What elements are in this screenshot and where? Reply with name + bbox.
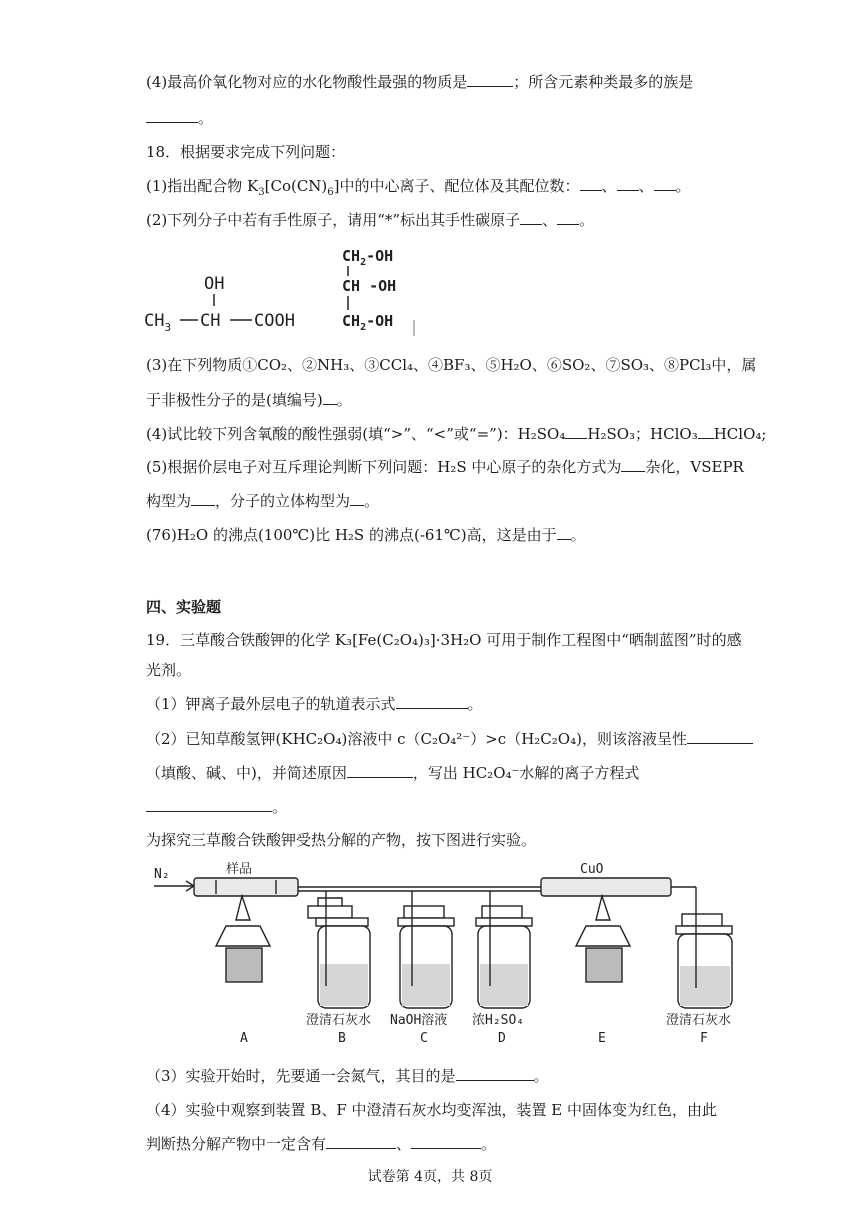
answer-blank[interactable] [191,491,215,506]
q18-part3-line1: (3)在下列物质①CO₂、②NH₃、③CCl₄、④BF₃、⑤H₂O、⑥SO₂、⑦SO₃、⑧PCl₃中，属 [146,356,757,374]
answer-blank[interactable] [411,1134,481,1149]
svg-text:CH2-OH: $CH_2-OH$ [342,247,394,268]
answer-blank[interactable] [580,176,602,191]
answer-blank[interactable] [617,176,639,191]
answer-blank[interactable] [323,390,337,405]
q19-intro: 为探究三草酸合铁酸钾受热分解的产物，按下图进行实验。 [146,831,537,849]
q19-part1: （1）钾离子最外层电子的轨道表示式 。 [146,695,483,713]
section-heading: 四、实验题 [146,598,222,616]
answer-blank[interactable] [565,424,587,439]
q19-part2-line1: （2）已知草酸氢钾(KHC₂O₄)溶液中 c（C₂O₄²⁻）>c（H₂C₂O₄)，则该溶液呈性 [146,729,753,749]
label-f: F [700,1031,708,1046]
q19-title-line2: 光剂。 [146,661,192,679]
answer-blank[interactable] [396,694,468,709]
answer-blank[interactable] [350,491,364,506]
answer-blank[interactable] [456,1066,534,1081]
q18-part4: (4)试比较下列含氧酸的酸性强弱(填“>”、“<”或“=”)：H₂SO₄ H₂SO₃；HClO₃ HClO₄; [146,425,767,443]
q19-part2-line3: 。 [146,797,287,817]
molecule-structures [140,240,440,340]
cuo-label: CuO [580,862,604,877]
svg-text:CH -OH: CH -OH [342,277,397,295]
label-b: B [338,1031,346,1046]
q19-part4-line2: 判断热分解产物中一定含有 、 。 [146,1135,497,1153]
label-e: E [598,1031,606,1046]
apparatus-diagram [146,856,736,1046]
reagent-label-c: NaOH溶液 [390,1013,448,1028]
reagent-label-d: 浓H₂SO₄ [472,1013,525,1028]
svg-text:CH: CH [200,311,221,331]
n2-label: N₂ [154,867,170,882]
q19-part4-line1: （4）实验中观察到装置 B、F 中澄清石灰水均变浑浊，装置 E 中固体变为红色，由此 [146,1101,717,1119]
answer-blank[interactable] [146,797,272,812]
svg-text:OH: OH [204,274,225,294]
answer-blank[interactable] [146,108,198,123]
svg-text:CH3: $CH_3$ [144,311,172,334]
q19-part2-line2: （填酸、碱、中)，并简述原因 ，写出 HC₂O₄⁻水解的离子方程式 [146,764,640,782]
answer-blank[interactable] [326,1134,396,1149]
svg-text:COOH: COOH [254,311,295,331]
lactic-acid-structure [144,274,295,334]
reagent-label-b: 澄清石灰水 [306,1013,372,1028]
glycerol-structure [342,247,414,336]
label-a: A [240,1031,248,1046]
answer-blank[interactable] [467,72,513,87]
answer-blank[interactable] [520,210,542,225]
page-footer: 试卷第 4页，共 8页 [367,1169,493,1185]
q19-title-line1: 19．三草酸合铁酸钾的化学 K₃[Fe(C₂O₄)₃]·3H₂O 可用于制作工程图中“晒制蓝图”时的感 [146,631,742,649]
answer-blank[interactable] [687,729,753,744]
q18-part2: (2)下列分子中若有手性原子，请用“*”标出其手性碳原子 、 。 [146,211,595,229]
q18-title: 18．根据要求完成下列问题： [146,143,346,161]
sample-label: 样品 [226,862,253,877]
q18-part5-line1: (5)根据价层电子对互斥理论判断下列问题：H₂S 中心原子的杂化方式为 杂化，VSEPR [146,458,744,476]
answer-blank[interactable] [654,176,676,191]
answer-blank[interactable] [347,763,413,778]
svg-text:CH2-OH: $CH_2-OH$ [342,312,394,333]
q17-part4-cont: 。 [146,108,213,128]
q18-part6: (76)H₂O 的沸点(100℃)比 H₂S 的沸点(-61℃)高，这是由于 。 [146,526,586,544]
answer-blank[interactable] [557,210,579,225]
q17-part4: (4)最高价氧化物对应的水化物酸性最强的物质是 ；所含元素种类最多的族是 [146,73,694,91]
reagent-label-f: 澄清石灰水 [666,1013,732,1028]
q18-part3-line2: 于非极性分子的是(填编号) 。 [146,391,352,409]
answer-blank[interactable] [621,457,645,472]
answer-blank[interactable] [557,525,571,540]
answer-blank[interactable] [698,424,714,439]
label-c: C [420,1031,428,1046]
label-d: D [498,1031,506,1046]
q18-part1: (1)指出配合物 $K_3[Co(CN)_6]$中的中心离子、配位体及其配位数： 、 、 。 [146,177,691,198]
q19-part3: （3）实验开始时，先要通一会氮气，其目的是 。 [146,1067,549,1085]
q18-part5-line2: 构型为 ，分子的立体构型为 。 [146,492,380,510]
